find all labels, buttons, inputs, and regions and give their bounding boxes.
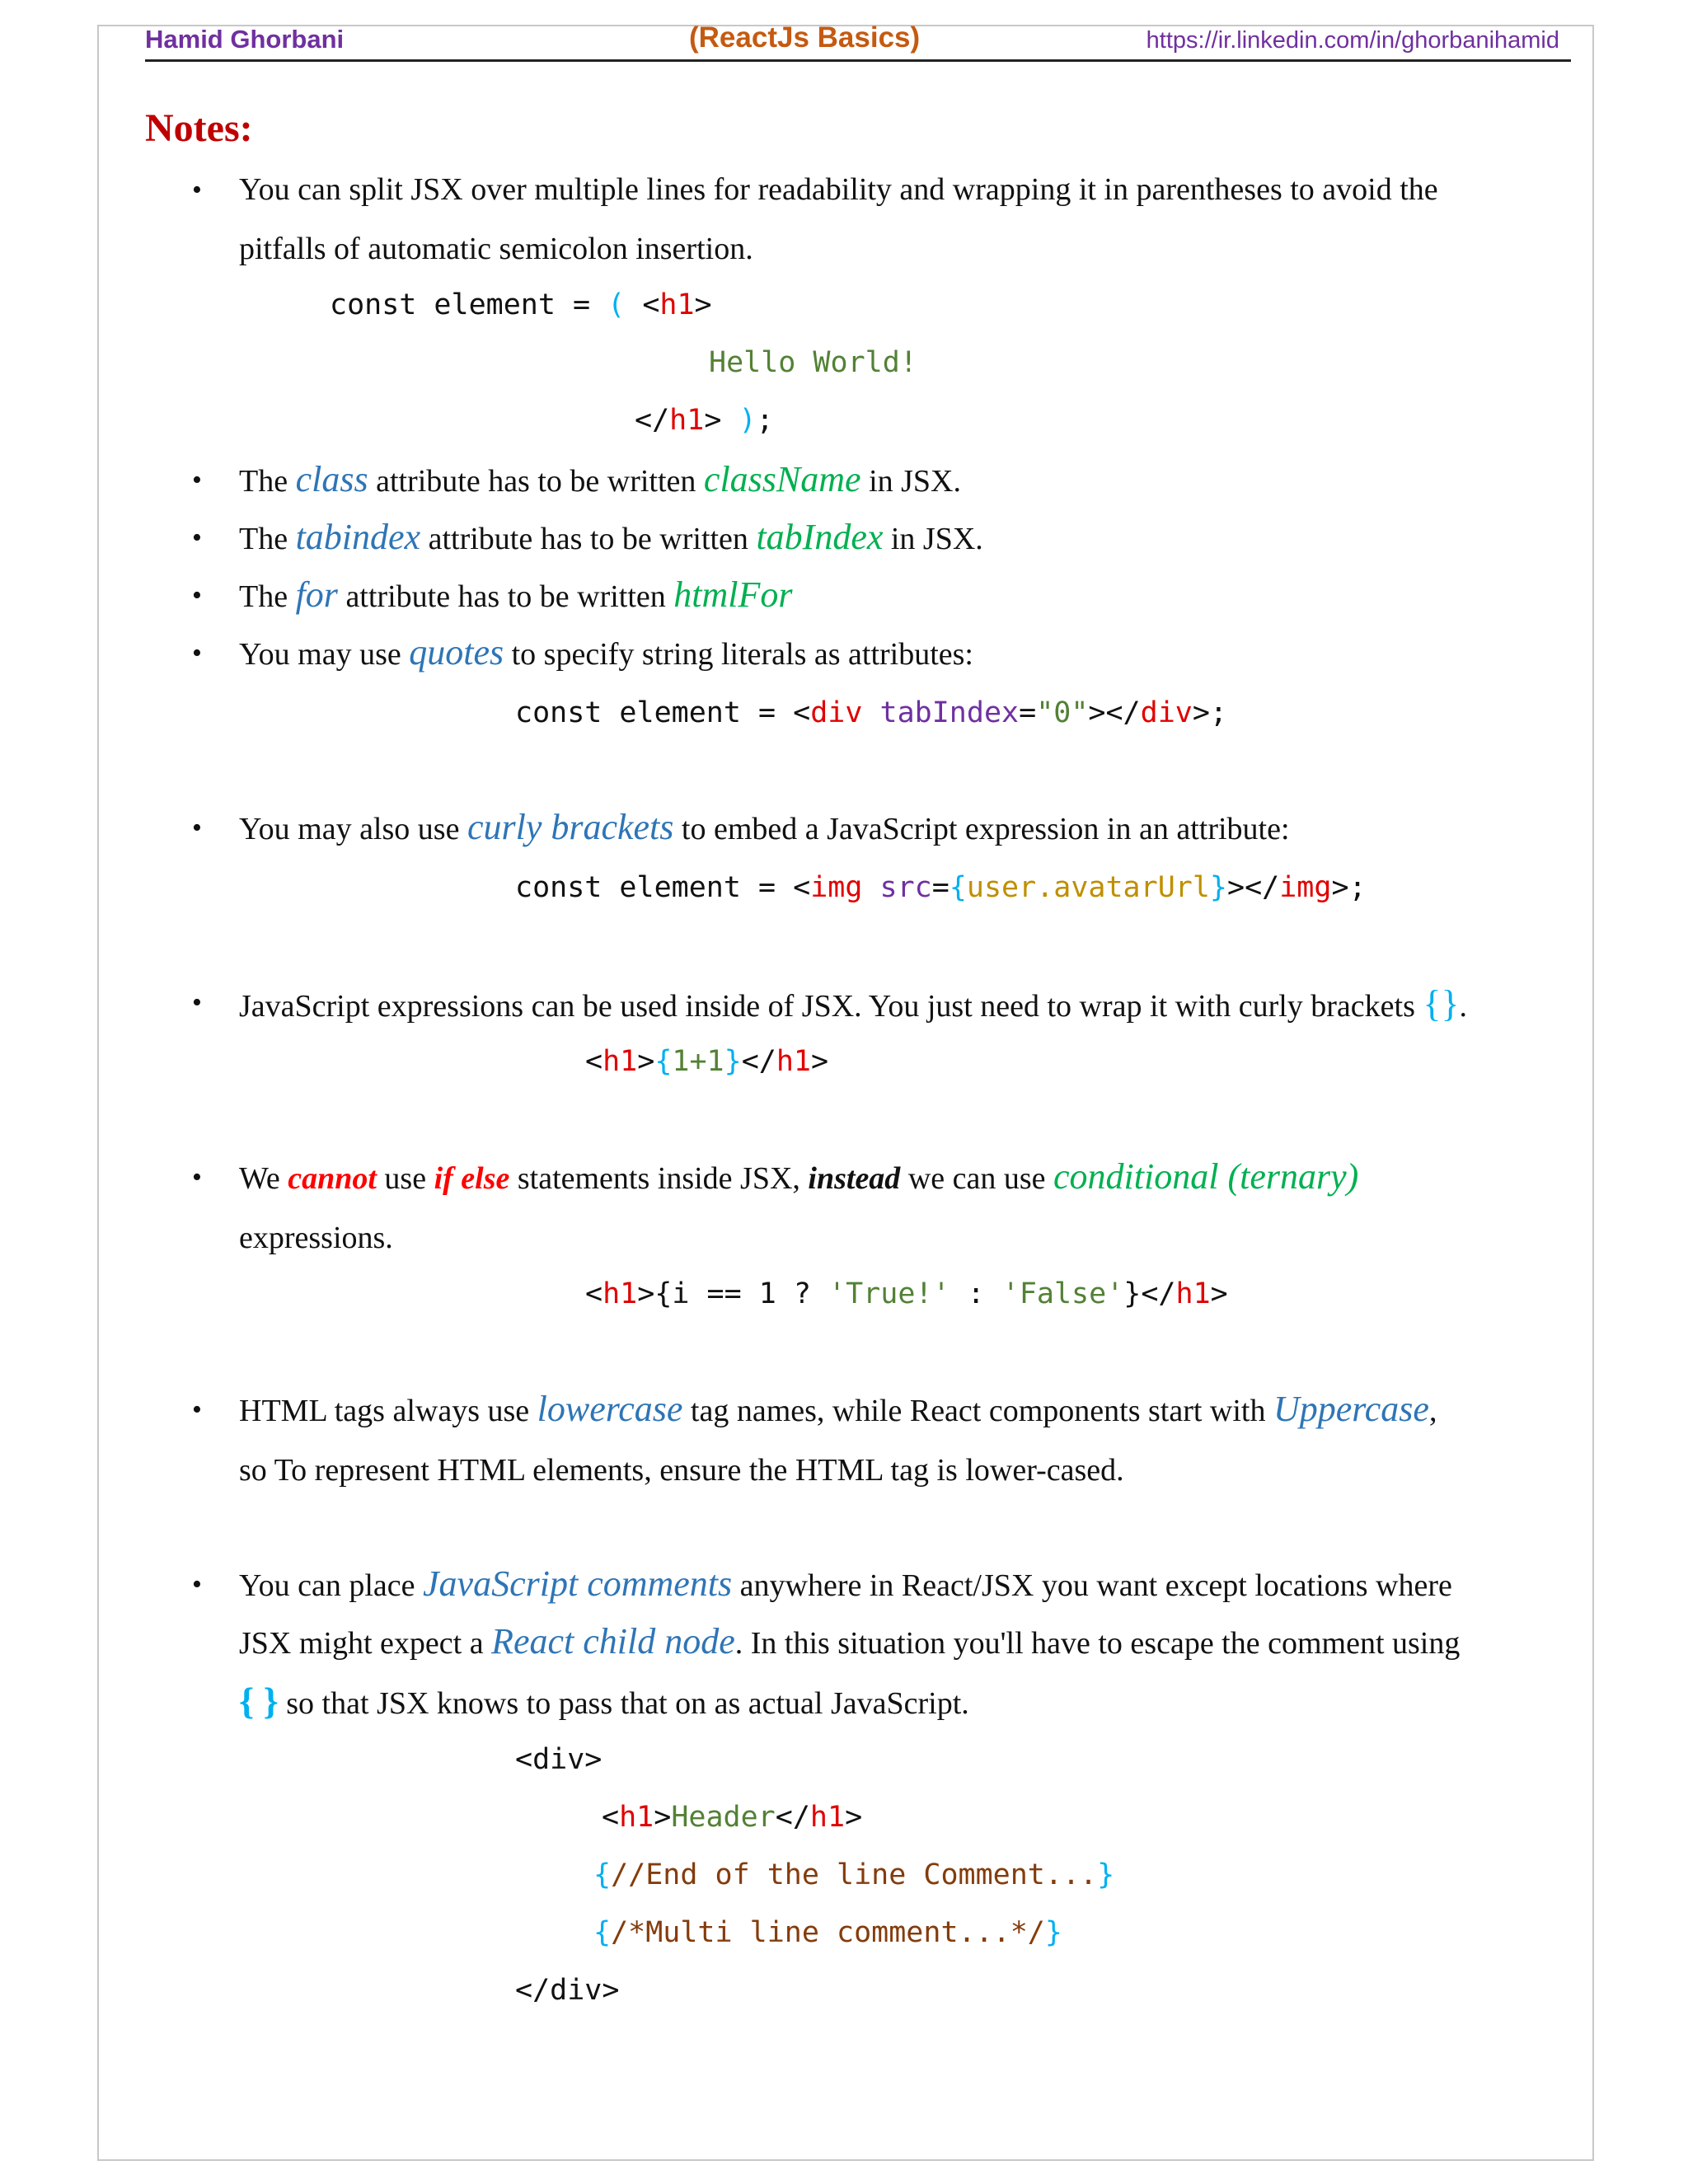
- note-9-line-1: HTML tags always use lowercase tag names, while React components start with Uppercase,: [239, 1389, 1437, 1429]
- code-2: const element = <div tabIndex="0"></div>;: [515, 696, 1227, 729]
- code-6-line-4: {/*Multi line comment...*/}: [593, 1916, 1062, 1949]
- code-3: const element = <img src={user.avatarUrl}></img>;: [515, 871, 1367, 904]
- note-4: The for attribute has to be written htmlFor: [239, 574, 793, 615]
- header-url[interactable]: https://ir.linkedin.com/in/ghorbanihamid: [1146, 27, 1559, 54]
- header-author: Hamid Ghorbani: [145, 25, 345, 54]
- code-6-line-2: <h1>Header</h1>: [602, 1801, 863, 1834]
- page-frame: [97, 25, 1594, 2161]
- bullet: •: [192, 813, 202, 843]
- note-7: JavaScript expressions can be used inside of JSX. You just need to wrap it with curly brackets {}.: [239, 982, 1468, 1024]
- note-1-line-2: pitfalls of automatic semicolon insertion.: [239, 232, 753, 266]
- code-1-line-3: </h1> );: [635, 404, 774, 437]
- code-1-line-1: const element = ( <h1>: [330, 288, 712, 321]
- notes-heading: Notes:: [145, 106, 253, 150]
- note-10-line-1: You can place JavaScript comments anywhere in React/JSX you want except locations where: [239, 1563, 1452, 1604]
- note-8-line-1: We cannot use if else statements inside JSX, instead we can use conditional (ternary): [239, 1156, 1359, 1197]
- bullet: •: [192, 1394, 202, 1425]
- note-5: You may use quotes to specify string literals as attributes:: [239, 632, 973, 673]
- bullet: •: [192, 1569, 202, 1600]
- code-1-line-2: Hello World!: [709, 346, 917, 379]
- code-6-line-5: </div>: [515, 1974, 620, 2007]
- bullet: •: [192, 465, 202, 495]
- note-1-line-1: You can split JSX over multiple lines for readability and wrapping it in parentheses to avoid the: [239, 172, 1438, 207]
- note-8-line-2: expressions.: [239, 1221, 393, 1255]
- bullet: •: [192, 580, 202, 611]
- bullet: •: [192, 1162, 202, 1193]
- code-6-line-1: <div>: [515, 1743, 603, 1776]
- note-10-line-3: { } so that JSX knows to pass that on as actual JavaScript.: [239, 1680, 969, 1722]
- bullet: •: [192, 638, 202, 668]
- note-10-line-2: JSX might expect a React child node. In this situation you'll have to escape the comment using: [239, 1621, 1461, 1661]
- note-6: You may also use curly brackets to embed a JavaScript expression in an attribute:: [239, 807, 1290, 847]
- note-3: The tabindex attribute has to be written tabIndex in JSX.: [239, 517, 983, 557]
- bullet: •: [192, 987, 202, 1018]
- page-header: [145, 21, 1571, 62]
- code-5: <h1>{i == 1 ? 'True!' : 'False'}</h1>: [585, 1277, 1228, 1310]
- bullet: •: [192, 523, 202, 553]
- code-4: <h1>{1+1}</h1>: [585, 1045, 829, 1078]
- note-2: The class attribute has to be written className in JSX.: [239, 459, 961, 499]
- note-9-line-2: so To represent HTML elements, ensure the HTML tag is lower-cased.: [239, 1453, 1124, 1488]
- bullet: •: [192, 175, 202, 205]
- code-6-line-3: {//End of the line Comment...}: [593, 1858, 1115, 1891]
- header-title: (ReactJs Basics): [689, 21, 921, 54]
